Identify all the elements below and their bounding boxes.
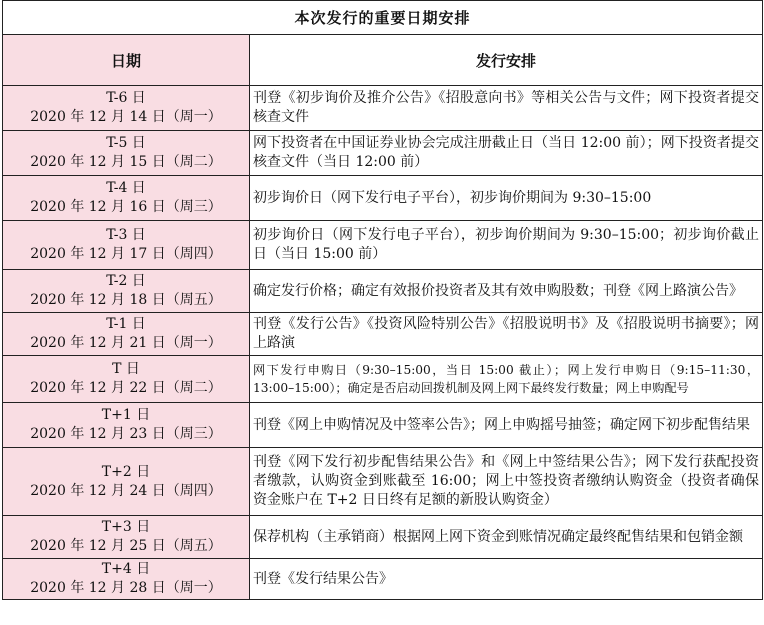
date-label: 2020 年 12 月 28 日（周一） bbox=[30, 580, 222, 596]
table-row bbox=[3, 356, 763, 403]
title-row bbox=[3, 1, 763, 35]
day-label: T-4 日 bbox=[106, 180, 146, 196]
schedule-table-container bbox=[2, 0, 762, 600]
date-label: 2020 年 12 月 18 日（周五） bbox=[30, 292, 222, 308]
arrangement-cell: 初步询价日（网下发行电子平台），初步询价期间为 9:30–15:00 bbox=[250, 176, 763, 221]
header-row bbox=[3, 35, 763, 86]
day-label: T+2 日 bbox=[101, 463, 151, 480]
date-cell bbox=[3, 313, 250, 356]
table-row bbox=[3, 86, 763, 131]
date-label: 2020 年 12 月 16 日（周三） bbox=[30, 199, 222, 215]
date-label: 2020 年 12 月 23 日（周三） bbox=[30, 426, 222, 442]
table-row bbox=[3, 516, 763, 559]
date-cell bbox=[3, 221, 250, 270]
arrangement-cell: 保荐机构（主承销商）根据网上网下资金到账情况确定最终配售结果和包销金额 bbox=[250, 516, 763, 559]
day-label: T-1 日 bbox=[106, 316, 146, 332]
date-cell bbox=[3, 403, 250, 448]
date-label: 2020 年 12 月 14 日（周一） bbox=[30, 109, 222, 125]
arrangement-cell: 刊登《发行公告》《投资风险特别公告》《招股说明书》及《招股说明书摘要》；网上路演 bbox=[250, 313, 763, 356]
arrangement-cell: 刊登《网上申购情况及中签率公告》；网上申购摇号抽签；确定网下初步配售结果 bbox=[250, 403, 763, 448]
date-label: 2020 年 12 月 22 日（周二） bbox=[30, 380, 222, 396]
column-header-date: 日期 bbox=[3, 35, 250, 86]
column-header-arrangement: 发行安排 bbox=[250, 35, 763, 86]
date-label: 2020 年 12 月 24 日（周四） bbox=[30, 482, 222, 499]
day-label: T+1 日 bbox=[101, 407, 151, 423]
date-label: 2020 年 12 月 17 日（周四） bbox=[30, 246, 222, 262]
arrangement-cell: 确定发行价格；确定有效报价投资者及其有效申购股数；刊登《网上路演公告》 bbox=[250, 270, 763, 313]
day-label: T 日 bbox=[112, 361, 140, 377]
table-row bbox=[3, 131, 763, 176]
table-row bbox=[3, 313, 763, 356]
arrangement-cell: 刊登《网下发行初步配售结果公告》和《网上中签结果公告》；网下发行获配投资者缴款，认购资金到账截至 16:00；网上中签投资者缴纳认购资金（投资者确保资金账户在 T+2 日日终有足额的新股认购资金） bbox=[250, 448, 763, 516]
day-label: T-3 日 bbox=[106, 227, 146, 243]
day-label: T-2 日 bbox=[106, 273, 146, 289]
arrangement-cell: 刊登《发行结果公告》 bbox=[250, 559, 763, 600]
schedule-table bbox=[2, 0, 763, 600]
table-row bbox=[3, 448, 763, 516]
date-cell bbox=[3, 176, 250, 221]
date-label: 2020 年 12 月 15 日（周二） bbox=[30, 154, 222, 170]
table-row bbox=[3, 559, 763, 600]
table-title: 本次发行的重要日期安排 bbox=[3, 1, 763, 35]
date-cell bbox=[3, 131, 250, 176]
arrangement-cell: 刊登《初步询价及推介公告》《招股意向书》等相关公告与文件；网下投资者提交核查文件 bbox=[250, 86, 763, 131]
date-cell bbox=[3, 559, 250, 600]
date-cell bbox=[3, 516, 250, 559]
date-label: 2020 年 12 月 21 日（周一） bbox=[30, 335, 222, 351]
date-cell bbox=[3, 86, 250, 131]
arrangement-cell: 网下投资者在中国证券业协会完成注册截止日（当日 12:00 前）；网下投资者提交核查文件（当日 12:00 前） bbox=[250, 131, 763, 176]
table-row bbox=[3, 176, 763, 221]
date-label: 2020 年 12 月 25 日（周五） bbox=[30, 538, 222, 554]
date-cell bbox=[3, 270, 250, 313]
table-row bbox=[3, 270, 763, 313]
table-row bbox=[3, 403, 763, 448]
arrangement-cell: 网下发行申购日（9:30–15:00，当日 15:00 截止）；网上发行申购日（9:15–11:30，13:00–15:00）；确定是否启动回拨机制及网上网下最终发行数量；网上申购配号 bbox=[250, 356, 763, 403]
table-row bbox=[3, 221, 763, 270]
arrangement-cell: 初步询价日（网下发行电子平台），初步询价期间为 9:30–15:00；初步询价截止日（当日 15:00 前） bbox=[250, 221, 763, 270]
day-label: T-6 日 bbox=[106, 90, 146, 106]
day-label: T-5 日 bbox=[106, 135, 146, 151]
day-label: T+3 日 bbox=[101, 519, 151, 535]
date-cell bbox=[3, 356, 250, 403]
date-cell bbox=[3, 448, 250, 516]
day-label: T+4 日 bbox=[101, 561, 151, 577]
